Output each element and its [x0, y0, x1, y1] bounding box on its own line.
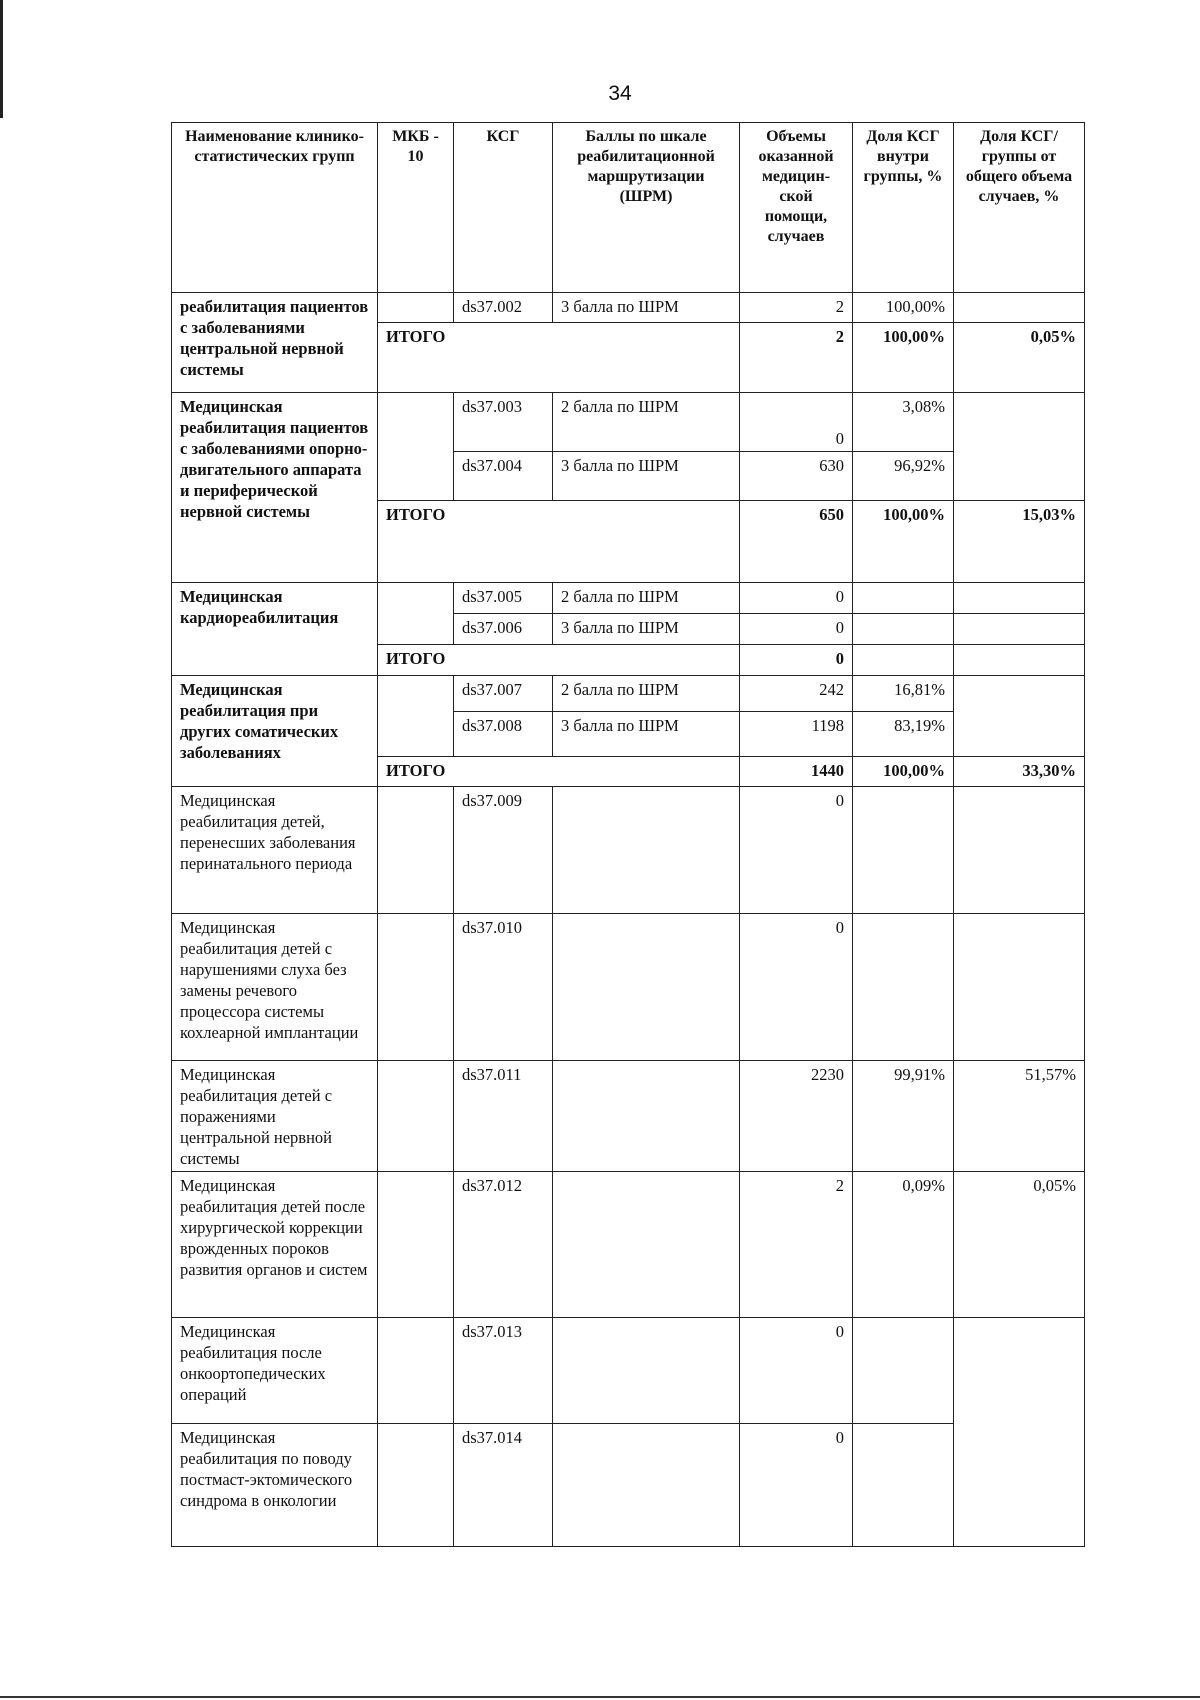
total-share: 100,00% — [853, 501, 954, 583]
ksg-cell: ds37.002 — [454, 293, 553, 323]
volume-cell: 0 — [740, 1424, 853, 1547]
table-row — [172, 1172, 1085, 1318]
share-cell: 0,09% — [853, 1172, 954, 1318]
volume-cell: 630 — [740, 452, 853, 501]
header-share-in-group: Доля КСГ внутри группы, % — [853, 123, 954, 293]
group-name: Медицинская реабилитация детей после хирургической коррекции врожденных пороков развития органов и систем — [172, 1172, 378, 1318]
table-row — [172, 293, 1085, 323]
group-name: Медицинская реабилитация по поводу постмаст-эктомического синдрома в онкологии — [172, 1424, 378, 1547]
score-cell — [553, 914, 740, 1061]
total-share-cell: 0,05% — [954, 1172, 1085, 1318]
ksg-cell: ds37.012 — [454, 1172, 553, 1318]
total-share-cell — [954, 914, 1085, 1061]
share-cell: 83,19% — [853, 712, 954, 757]
group-name: Медицинская реабилитация детей с поражениями центральной нервной системы — [172, 1061, 378, 1172]
total-label: ИТОГО — [378, 501, 740, 583]
group-name: Медицинская реабилитация при других соматических заболеваниях — [172, 676, 378, 787]
table-row — [172, 914, 1085, 1061]
volume-cell: 0 — [740, 614, 853, 645]
table-row — [172, 787, 1085, 914]
share-cell: 16,81% — [853, 676, 954, 712]
ksg-cell: ds37.007 — [454, 676, 553, 712]
ksg-cell: ds37.009 — [454, 787, 553, 914]
total-share-overall: 33,30% — [954, 757, 1085, 787]
table-row — [172, 583, 1085, 614]
volume-cell: 0 — [740, 787, 853, 914]
share-cell: 96,92% — [853, 452, 954, 501]
total-share-cell — [954, 583, 1085, 614]
table-row — [172, 393, 1085, 452]
header-row — [172, 123, 1085, 293]
ksg-cell: ds37.006 — [454, 614, 553, 645]
score-cell: 3 балла по ШРМ — [553, 614, 740, 645]
score-cell — [553, 1172, 740, 1318]
total-share-cell — [954, 614, 1085, 645]
volume-cell: 0 — [740, 914, 853, 1061]
total-label: ИТОГО — [378, 645, 740, 676]
share-cell: 3,08% — [853, 393, 954, 452]
header-ksg: КСГ — [454, 123, 553, 293]
header-mkb: МКБ - 10 — [378, 123, 454, 293]
total-share — [853, 645, 954, 676]
scan-edge-mark — [0, 0, 3, 118]
volume-cell: 0 — [740, 583, 853, 614]
total-share-overall: 15,03% — [954, 501, 1085, 583]
total-label: ИТОГО — [378, 323, 740, 393]
total-share: 100,00% — [853, 757, 954, 787]
share-cell — [853, 1424, 954, 1547]
header-shrm: Баллы по шкале реабилитационной маршрутизации (ШРМ) — [553, 123, 740, 293]
total-share-overall: 0,05% — [954, 323, 1085, 393]
total-volume: 650 — [740, 501, 853, 583]
score-cell: 2 балла по ШРМ — [553, 676, 740, 712]
score-cell: 2 балла по ШРМ — [553, 393, 740, 452]
total-share: 100,00% — [853, 323, 954, 393]
ksg-cell: ds37.003 — [454, 393, 553, 452]
table-row — [172, 676, 1085, 712]
score-cell — [553, 787, 740, 914]
volume-cell: 0 — [740, 393, 853, 452]
volume-cell: 2 — [740, 293, 853, 323]
ksg-cell: ds37.014 — [454, 1424, 553, 1547]
group-name: Медицинская реабилитация детей, перенесших заболевания перинатального периода — [172, 787, 378, 914]
ksg-table — [171, 122, 1085, 1547]
header-share-total: Доля КСГ/группы от общего объема случаев, % — [954, 123, 1085, 293]
total-volume: 2 — [740, 323, 853, 393]
total-share-cell — [954, 787, 1085, 914]
score-cell — [553, 1318, 740, 1424]
total-share-cell — [954, 393, 1085, 501]
mkb-cell — [378, 293, 454, 323]
score-cell: 3 балла по ШРМ — [553, 452, 740, 501]
score-cell: 3 балла по ШРМ — [553, 293, 740, 323]
total-share-cell: 51,57% — [954, 1061, 1085, 1172]
mkb-cell — [378, 1424, 454, 1547]
mkb-cell — [378, 1318, 454, 1424]
share-cell: 99,91% — [853, 1061, 954, 1172]
total-volume: 0 — [740, 645, 853, 676]
total-share-cell — [954, 676, 1085, 757]
share-cell — [853, 787, 954, 914]
score-cell — [553, 1424, 740, 1547]
total-share-cell — [954, 293, 1085, 323]
mkb-cell — [378, 787, 454, 914]
mkb-cell — [378, 914, 454, 1061]
volume-cell: 242 — [740, 676, 853, 712]
ksg-cell: ds37.005 — [454, 583, 553, 614]
total-share-cell — [954, 1318, 1085, 1547]
group-name: Медицинская реабилитация пациентов с заболеваниями опорно-двигательного аппарата и периферической нервной системы — [172, 393, 378, 583]
ksg-cell: ds37.008 — [454, 712, 553, 757]
group-name: Медицинская реабилитация детей с нарушениями слуха без замены речевого процессора системы кохлеарной имплантации — [172, 914, 378, 1061]
volume-cell: 2230 — [740, 1061, 853, 1172]
header-group-name: Наименование клинико-статистических групп — [172, 123, 378, 293]
share-cell: 100,00% — [853, 293, 954, 323]
group-name: Медицинская кардиореабилитация — [172, 583, 378, 676]
group-name: реабилитация пациентов с заболеваниями центральной нервной системы — [172, 293, 378, 393]
table-row — [172, 1318, 1085, 1424]
header-volume: Объемы оказанной медицин-ской помощи, случаев — [740, 123, 853, 293]
table-row — [172, 1424, 1085, 1547]
mkb-cell — [378, 1172, 454, 1318]
volume-cell: 2 — [740, 1172, 853, 1318]
total-label: ИТОГО — [378, 757, 740, 787]
score-cell: 3 балла по ШРМ — [553, 712, 740, 757]
page-bottom-edge — [0, 1696, 1200, 1698]
mkb-cell — [378, 676, 454, 757]
page-number: 34 — [608, 82, 632, 105]
group-name: Медицинская реабилитация после онкоортопедических операций — [172, 1318, 378, 1424]
share-cell — [853, 583, 954, 614]
mkb-cell — [378, 583, 454, 645]
total-share-overall — [954, 645, 1085, 676]
score-cell — [553, 1061, 740, 1172]
volume-cell: 0 — [740, 1318, 853, 1424]
share-cell — [853, 614, 954, 645]
volume-cell: 1198 — [740, 712, 853, 757]
ksg-cell: ds37.013 — [454, 1318, 553, 1424]
total-volume: 1440 — [740, 757, 853, 787]
ksg-cell: ds37.004 — [454, 452, 553, 501]
table-row — [172, 1061, 1085, 1172]
score-cell: 2 балла по ШРМ — [553, 583, 740, 614]
mkb-cell — [378, 393, 454, 501]
share-cell — [853, 1318, 954, 1424]
ksg-cell: ds37.010 — [454, 914, 553, 1061]
share-cell — [853, 914, 954, 1061]
ksg-cell: ds37.011 — [454, 1061, 553, 1172]
mkb-cell — [378, 1061, 454, 1172]
